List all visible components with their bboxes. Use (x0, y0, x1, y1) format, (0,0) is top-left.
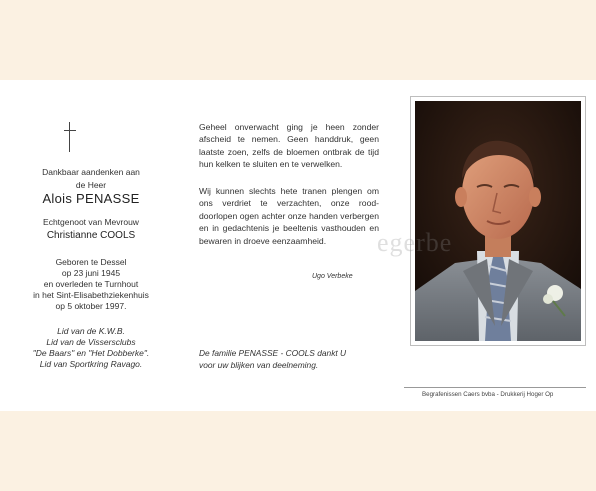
spouse-name: Christianne COOLS (46, 230, 136, 241)
family-thanks (199, 348, 399, 371)
death-hospital: in het Sint-Elisabethziekenhuis (33, 290, 149, 300)
memorial-card-right-panel (404, 80, 596, 411)
death-date: op 5 oktober 1997. (55, 301, 127, 311)
divider-line (404, 387, 586, 388)
thanks-line-2: voor uw blijken van deelneming. (199, 359, 319, 370)
birth-date: op 23 juni 1945 (61, 268, 121, 278)
intro-line: Dankbaar aandenken aan (42, 167, 140, 177)
watermark-text: egerbe (377, 228, 453, 257)
poem-author: Ugo Verbeke (312, 273, 353, 280)
memorial-card-middle-panel (182, 80, 404, 411)
poem-stanza (199, 121, 379, 171)
portrait-photo (415, 101, 581, 341)
thanks-line-1: De familie PENASSE - COOLS dankt U (199, 348, 347, 358)
memorial-card-left-panel (0, 80, 182, 411)
membership-fishing-clubs: Lid van de Vissersclubs (46, 337, 136, 347)
poem-stanza (199, 185, 379, 247)
spouse-intro: Echtgenoot van Mevrouw (43, 217, 139, 227)
portrait-frame (410, 96, 586, 346)
deceased-name: Alois PENASSE (42, 191, 140, 206)
memorial-card (0, 80, 596, 411)
poem-stanza-2: Wij kunnen slechts hete tranen plengen om ons verdriet te verzachten, onze rood-doorlopen ogen achter onze handen verbergen en in gedachtenis je beeltenis vasthouden en bewaren in droeve eenzaamheid. (199, 186, 379, 246)
membership-fishing-club-names: "De Baars" en "Het Dobberke". (32, 348, 150, 358)
intro-title: de Heer (75, 180, 107, 190)
printer-credit: Begrafenissen Caers bvba - Drukkerij Hoger Op (422, 391, 554, 398)
membership-sports-club: Lid van Sportkring Ravago. (39, 359, 143, 369)
poem-stanza-1: Geheel onverwacht ging je heen zonder afscheid te nemen. Geen handdruk, geen laatste zoen, zelfs de bloemen ontbrak de tijd hun kelken te sluiten en te verwelken. (199, 122, 379, 170)
portrait-illustration (415, 101, 581, 341)
membership-kwb: Lid van de K.W.B. (57, 326, 125, 336)
death-place: en overleden te Turnhout (43, 279, 139, 289)
cross-icon (64, 122, 76, 152)
birth-place: Geboren te Dessel (55, 257, 127, 267)
